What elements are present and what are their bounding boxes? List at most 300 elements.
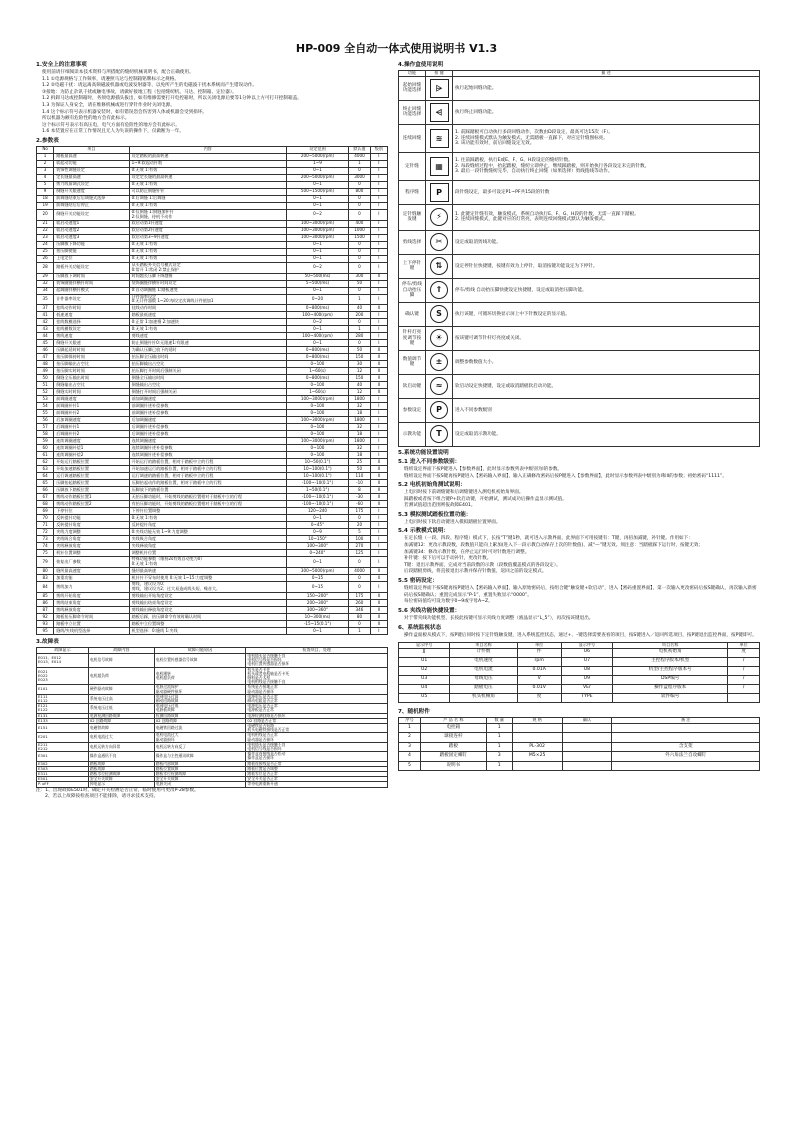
table-row bbox=[37, 568, 388, 575]
table-cell: 夹线释放角度 bbox=[54, 543, 129, 550]
table-cell: 61 bbox=[37, 452, 54, 459]
subsection-paragraph: 对于带夹线功能机型，长按此按键可显示夹线力度调整（液晶显示“L_5”），再次按该键退出。 bbox=[404, 615, 594, 621]
parameter-key-icon: P bbox=[430, 401, 448, 419]
table-cell: 电网电压过高 制动回路故障 bbox=[154, 694, 246, 703]
table-cell: 防止倒缝针针0:无限速1:有限速 bbox=[129, 340, 286, 347]
table-cell: 4000 bbox=[349, 568, 371, 575]
table-cell: 35 bbox=[37, 294, 54, 305]
start-backtack-icon: ⩥ bbox=[430, 79, 449, 98]
table-cell: 0~240° bbox=[286, 550, 348, 557]
table-cell: I bbox=[370, 582, 387, 593]
subsection-title: 5.5 密码设定： bbox=[398, 578, 438, 585]
key-cell bbox=[426, 100, 453, 124]
table-cell: 110 bbox=[349, 473, 371, 480]
table-row bbox=[37, 202, 388, 209]
table-cell: 定长缝最高速 bbox=[54, 174, 129, 181]
table-row bbox=[37, 312, 388, 319]
table-cell: 57 bbox=[37, 424, 54, 431]
table-cell: 37 bbox=[37, 305, 54, 312]
table-cell: 剪线动作踏板位置1 bbox=[54, 494, 129, 501]
table-row bbox=[37, 403, 388, 410]
table-cell: 0~2 bbox=[286, 209, 348, 220]
table-cell bbox=[612, 733, 760, 743]
table-cell: 0~1 bbox=[286, 340, 348, 347]
table-cell: 安全开关故障 bbox=[88, 777, 154, 782]
table-cell: 72 bbox=[37, 529, 54, 536]
table-cell: 51 bbox=[37, 382, 54, 389]
table-header-cell: 故障内容 bbox=[88, 648, 154, 654]
table-cell: 1 bbox=[349, 294, 371, 305]
table-cell: 41 bbox=[37, 312, 54, 319]
table-cell: 83 bbox=[37, 575, 54, 582]
table-row bbox=[399, 230, 760, 254]
table-cell: 0.01A bbox=[517, 666, 561, 675]
table-cell: U9 bbox=[561, 675, 612, 684]
table-cell: 1 bbox=[486, 761, 512, 771]
table-header-cell: 备 注 bbox=[612, 717, 760, 723]
table-cell: 0~20 bbox=[286, 294, 348, 305]
doc-title: HP-009 全自动一体式使用说明书 V1.3 bbox=[295, 42, 498, 55]
table-cell: 电机信号故障 bbox=[88, 653, 154, 667]
s1-title: 1.安全上的注意事项 bbox=[36, 62, 87, 68]
table-row bbox=[399, 100, 760, 124]
table-row bbox=[37, 752, 388, 761]
table-cell: 200~5000(rpm) bbox=[286, 153, 348, 160]
table-cell: E011、E012 E013、E014 bbox=[37, 653, 89, 667]
table-cell: 开始加速踏板位置 bbox=[54, 466, 129, 473]
table-row bbox=[37, 473, 388, 480]
table-cell: 59 bbox=[37, 438, 54, 445]
table-cell: 0 bbox=[349, 241, 371, 248]
table-cell: 0~1 bbox=[286, 255, 348, 262]
table-cell: I bbox=[370, 417, 387, 424]
table-cell: 12 bbox=[349, 368, 371, 375]
table-cell: 2 bbox=[399, 733, 421, 743]
table-cell: 02 回路是否正常 bbox=[246, 718, 388, 723]
table-cell: 剪线动作踏板位置2 bbox=[54, 501, 129, 508]
table-cell: 倒缝全压输出时间 bbox=[54, 375, 129, 382]
table-header-cell: 项目 bbox=[54, 146, 129, 153]
table-cell: II bbox=[370, 614, 387, 621]
table-cell: 电机电流过大 bbox=[88, 733, 154, 742]
table-cell: 软启动第2针速度 bbox=[129, 227, 286, 234]
table-row bbox=[399, 742, 760, 752]
table-cell: 0~1 bbox=[286, 287, 348, 294]
table-header-cell: 数 量 bbox=[486, 717, 512, 723]
table-row bbox=[37, 522, 388, 529]
table-cell: 0~800(ms) bbox=[286, 354, 348, 361]
table-cell: 抬压脚全压输出时间 bbox=[129, 354, 286, 361]
table-cell: 45 bbox=[37, 340, 54, 347]
table-cell: 剪刀线前调式设定 bbox=[54, 181, 129, 188]
table-row bbox=[399, 302, 760, 326]
table-cell: 1 bbox=[399, 723, 421, 733]
table-cell: 3000 bbox=[349, 174, 371, 181]
table-cell: 1 bbox=[349, 628, 371, 635]
table-cell: 等待电源重新开通 bbox=[246, 782, 388, 787]
table-cell: -60 bbox=[349, 501, 371, 508]
table-header-cell: 内容 bbox=[129, 146, 286, 153]
table-cell: 连续调圈针迹补偿参数 bbox=[129, 445, 286, 452]
table-row bbox=[37, 445, 388, 452]
function-description bbox=[453, 326, 760, 350]
table-cell: 0~15 bbox=[286, 582, 348, 593]
table-cell: 装饰圈链拌横针时间设定 bbox=[129, 280, 286, 287]
table-cell: 48 bbox=[37, 361, 54, 368]
table-cell: 调整机针位置 bbox=[129, 550, 286, 557]
table-cell: 剪线释放角度 bbox=[54, 607, 129, 614]
subsection-paragraph: 缝纫设定界面下按P键进入【参数界面】，此时显示参数列表中级别为I的参数。 bbox=[404, 466, 563, 472]
table-cell: 10~150° bbox=[286, 536, 348, 543]
table-row bbox=[399, 752, 760, 762]
table-cell: 34 bbox=[37, 287, 54, 294]
key-cell bbox=[426, 204, 453, 230]
function-description bbox=[453, 204, 760, 230]
table-cell: II bbox=[370, 600, 387, 607]
table-cell: I bbox=[370, 445, 387, 452]
table-cell: 0:无效 1:有效 bbox=[129, 255, 286, 262]
table-cell: 挂线模数设定 bbox=[54, 326, 129, 333]
table-row bbox=[37, 543, 388, 550]
key-cell bbox=[426, 152, 453, 180]
table-cell: II bbox=[370, 575, 387, 582]
table-cell: 时间越长压脚下降越慢 bbox=[129, 273, 286, 280]
table-cell: E301 bbox=[37, 752, 89, 761]
table-row bbox=[37, 220, 388, 227]
table-cell: 9 bbox=[37, 188, 54, 195]
s1-item: 所以机器为额有危险性的地方会有此标示。 bbox=[42, 116, 130, 122]
table-cell: 操作盒通讯不良 bbox=[88, 752, 154, 761]
table-row bbox=[37, 621, 388, 628]
table-cell: 上电定位 bbox=[54, 255, 129, 262]
table-cell: 电源电压是否正常 电源板是否正常 bbox=[246, 704, 388, 713]
table-cell bbox=[512, 733, 562, 743]
table-cell: 2 bbox=[37, 160, 54, 167]
description-line: 1. 此键定针缝有效，触发模式，系统自动执行E、F、G、H段的针数，无需一直踩下踏板。 bbox=[455, 211, 639, 217]
table-cell: 12 bbox=[349, 389, 371, 396]
table-cell: 32 bbox=[349, 403, 371, 410]
table-header-cell: 显示序号 bbox=[399, 643, 450, 649]
table-cell: I bbox=[370, 174, 387, 181]
table-row bbox=[37, 153, 388, 160]
table-cell: 踏板最高速 bbox=[54, 153, 129, 160]
table-cell: 0~1 bbox=[286, 167, 348, 174]
table-cell: 5~500(ms) bbox=[286, 280, 348, 287]
table-row bbox=[399, 278, 760, 302]
table-cell: 0 bbox=[349, 248, 371, 255]
table-cell: 300~360° bbox=[286, 607, 348, 614]
table-cell: I bbox=[370, 167, 387, 174]
table-cell: 200~300° bbox=[286, 600, 348, 607]
table-cell: -15~15(0.1°) bbox=[286, 621, 348, 628]
table-row bbox=[37, 248, 388, 255]
table-cell: 起调圈拌横针模式 bbox=[54, 287, 129, 294]
description-line: 按该键可调节针杆灯亮度或关闭。 bbox=[455, 335, 524, 341]
table-cell: 73 bbox=[37, 536, 54, 543]
description-line: 3. 该功能有效时，前后回缝设定无效。 bbox=[455, 141, 535, 147]
key-cell bbox=[426, 374, 453, 398]
table-cell: 0~45° bbox=[286, 522, 348, 529]
table-cell: I bbox=[370, 202, 387, 209]
table-cell: 19 bbox=[37, 202, 54, 209]
table-row bbox=[37, 167, 388, 174]
table-row bbox=[37, 529, 388, 536]
table-cell: 前调圈补针2 bbox=[54, 410, 129, 417]
table-cell: II bbox=[370, 368, 387, 375]
table-row bbox=[37, 195, 388, 202]
left-column bbox=[36, 60, 388, 801]
table-cell: 0 bbox=[349, 582, 371, 593]
table-cell: 0:无效 1:有效 bbox=[129, 326, 286, 333]
table-row bbox=[399, 124, 760, 152]
function-name: 停车/剪线自动抬压脚 bbox=[399, 278, 426, 302]
table-row bbox=[37, 550, 388, 557]
table-cell: 踏板外关功能设定 bbox=[54, 262, 129, 273]
table-cell: 夹线吸合角度 bbox=[129, 536, 286, 543]
table-cell: -100~-10(0.1°) bbox=[286, 501, 348, 508]
table-cell: 0~100 bbox=[286, 403, 348, 410]
table-cell: 50 bbox=[349, 347, 371, 354]
table-row bbox=[37, 209, 388, 220]
table-cell: 20 bbox=[37, 209, 54, 220]
table-row bbox=[37, 431, 388, 438]
table-cell: 掉电显示 bbox=[88, 782, 154, 787]
table-cell: 0.01V bbox=[517, 684, 561, 693]
table-cell: 踏板位置故障 bbox=[154, 766, 246, 771]
table-cell: 电机初始角 bbox=[613, 648, 728, 657]
table-row bbox=[399, 761, 760, 771]
table-cell: 70 bbox=[37, 515, 54, 522]
table-cell: I bbox=[370, 515, 387, 522]
table-cell: 10~100(0.1°) bbox=[286, 466, 348, 473]
table-header-cell: 产 品 名 称 bbox=[420, 717, 486, 723]
table-row bbox=[37, 600, 388, 607]
table-cell: 压脚放下踏板位置 bbox=[54, 487, 129, 494]
key-cell bbox=[426, 422, 453, 446]
table-cell: 计件器率设定 bbox=[54, 294, 129, 305]
table-cell: II bbox=[370, 354, 387, 361]
table-cell: 开始运行的踏板位置，相对于踏板中立的行程 bbox=[129, 459, 286, 466]
continuous-backtack-icon: ≋ bbox=[430, 129, 449, 148]
table-cell: 0~100 bbox=[286, 410, 348, 417]
table-cell: 150 bbox=[349, 354, 371, 361]
monitor-table bbox=[398, 642, 760, 703]
table-cell: 设定定长缝的最高转速 bbox=[129, 174, 286, 181]
table-row bbox=[37, 347, 388, 354]
table-cell: 抬压脚输出占空比 bbox=[54, 361, 129, 368]
table-cell: 1 bbox=[486, 733, 512, 743]
table-cell: 0:无效 1:有效 bbox=[129, 167, 286, 174]
table-cell: 夹线吸合角度 bbox=[54, 536, 129, 543]
table-cell: 剪线输出结束角度设定 bbox=[129, 600, 286, 607]
key-cell bbox=[426, 398, 453, 422]
table-cell: 倒缝开关功能设定 bbox=[54, 209, 129, 220]
table-cell: 4 bbox=[399, 752, 421, 762]
table-cell: 挂线数模选择 bbox=[54, 319, 129, 326]
table-row bbox=[37, 575, 388, 582]
table-cell: 1000 bbox=[349, 227, 371, 234]
table-cell: U3 bbox=[399, 675, 450, 684]
table-cell: 踏板最低速度 bbox=[129, 312, 286, 319]
table-row bbox=[37, 389, 388, 396]
function-description bbox=[453, 422, 760, 446]
table-row bbox=[37, 487, 388, 494]
table-cell: 80 bbox=[37, 568, 54, 575]
table-row bbox=[37, 704, 388, 713]
table-cell bbox=[562, 761, 612, 771]
table-cell: 46 bbox=[37, 347, 54, 354]
table-row bbox=[37, 614, 388, 621]
program-stitch-icon: P bbox=[430, 183, 449, 202]
table-cell: 踏板故障 bbox=[88, 766, 154, 771]
table-cell: II bbox=[370, 347, 387, 354]
table-cell: 机头是否卡住 机头或者电机轴是否卡死 缝料是否太厚 电机相线是否接触不良 bbox=[246, 667, 388, 685]
table-cell: 100~3000(rpm) bbox=[286, 438, 348, 445]
table-header-cell: 设定范围 bbox=[286, 146, 348, 153]
table-row bbox=[399, 684, 760, 693]
table-cell: 电源电压是否正常 制动电阻是否正常 bbox=[246, 694, 388, 703]
table-cell: E211 E212 bbox=[37, 742, 89, 751]
table-cell: 前调缝结束后后调缝式选择 bbox=[54, 195, 129, 202]
table-cell: I bbox=[370, 550, 387, 557]
table-cell: 有抬压脚功能时，开始剪线的踏板位置相对于踏板中立的行程 bbox=[129, 501, 286, 508]
s1-items bbox=[36, 77, 388, 136]
table-cell: 300~5000(rpm) bbox=[286, 568, 348, 575]
table-cell: 1~50(0.1°) bbox=[286, 487, 348, 494]
table-cell: 28 bbox=[37, 262, 54, 273]
table-cell: 32 bbox=[349, 445, 371, 452]
teach-key-icon: T bbox=[430, 425, 448, 443]
table-cell: 74 bbox=[37, 543, 54, 550]
table-cell: 95 bbox=[37, 628, 54, 635]
table-cell: 电磁铁是否短路 机头电磁铁接线是否正常 bbox=[246, 723, 388, 732]
table-cell: 0~2 bbox=[286, 262, 348, 273]
table-cell: E021 E022 E023 bbox=[37, 667, 89, 685]
end-backtack-icon: ⩤ bbox=[430, 103, 449, 122]
table-cell: 踏板零位是否正常 bbox=[246, 771, 388, 776]
table-cell: 装饰性调链设定 bbox=[54, 167, 129, 174]
table-cell: 前调圈补针1 bbox=[54, 403, 129, 410]
function-name: 上下停针键 bbox=[399, 254, 426, 278]
table-cell: 连续调圈补偿2 bbox=[54, 452, 129, 459]
key-cell bbox=[426, 278, 453, 302]
table-cell: 软启动速度2 bbox=[54, 227, 129, 234]
table-header-cell: 描 述 bbox=[453, 71, 760, 77]
table-cell: I bbox=[370, 438, 387, 445]
table-row bbox=[399, 180, 760, 204]
table-cell: 1 bbox=[349, 326, 371, 333]
table-cell: I bbox=[370, 294, 387, 305]
s1-item: 1.4 这个标示符号表示机器安装时，如有错误恐会伤害到人体或机器会受到损坏。 bbox=[42, 109, 207, 115]
accessory-table bbox=[398, 717, 760, 771]
table-cell: 0~800(ms) bbox=[286, 305, 348, 312]
table-row bbox=[399, 666, 760, 675]
thread-trim-icon: ✂ bbox=[430, 233, 448, 251]
table-cell: 挂线动作时间 bbox=[129, 305, 286, 312]
table-cell: 69 bbox=[37, 508, 54, 515]
table-cell: 踏板位置是否调整 bbox=[246, 766, 388, 771]
subsection-paragraph: 在定长缝（一段、四段、程序缝）模式下，长按“T”键1秒，就可进入示教界面，此界面下可用按键有：T键，再扭加减键，补针键。作用如下： bbox=[404, 536, 693, 542]
table-cell: I bbox=[370, 557, 387, 568]
table-cell: 电网电压过低 电源板故障 bbox=[154, 704, 246, 713]
description-line: 设定或取消剪线功能。 bbox=[455, 239, 501, 245]
table-cell: 200~5000(rpm) bbox=[286, 174, 348, 181]
table-row bbox=[37, 319, 388, 326]
fault-note-1: 注：1、出现故障E501时，确定开关检测是否正常，临时使用可更改P-28参数。 bbox=[36, 787, 199, 793]
table-cell: II bbox=[370, 466, 387, 473]
table-cell: 电机插头是否接触不良 电机信号线是否损坏 电机位置传感器是否损坏 bbox=[246, 653, 388, 667]
table-cell: 母线电压 bbox=[450, 675, 517, 684]
table-header-cell: 检查项目，处理 bbox=[246, 648, 388, 654]
table-cell: E201 bbox=[37, 733, 89, 742]
table-cell: 02 回路故障 bbox=[88, 718, 154, 723]
table-row bbox=[37, 628, 388, 635]
table-cell: 反转提针角度 bbox=[54, 522, 129, 529]
table-cell: 175 bbox=[349, 508, 371, 515]
table-cell: E131 bbox=[37, 713, 89, 718]
table-cell: 0 bbox=[349, 262, 371, 273]
table-cell: U8 bbox=[561, 666, 612, 675]
table-header-cell: 功能 bbox=[399, 71, 426, 77]
table-cell: 软启动速度1 bbox=[54, 220, 129, 227]
table-cell: 装饰圈链拌横针时间 bbox=[54, 280, 129, 287]
table-cell: 剪线输出开始角度设定 bbox=[129, 593, 286, 600]
subsection-paragraph: 后段踏板剪线，将直接退出示教并保存针数值，返回之前的设定模式。 bbox=[404, 569, 547, 575]
table-row bbox=[37, 160, 388, 167]
table-cell: 1800 bbox=[349, 396, 371, 403]
table-cell: 10~300(ms) bbox=[286, 614, 348, 621]
table-cell: 64 bbox=[37, 473, 54, 480]
subsection-paragraph: 加减键12：更改示教段数，段数值只能向上累加(进入下一段示教自动保存上次的针数值)，减“—”键无效。须注意：当踏板踩下运行时，按键无效； bbox=[404, 543, 704, 549]
table-cell: E311 bbox=[37, 771, 89, 776]
table-row bbox=[399, 326, 760, 350]
table-cell: 踏板中立位置调整 bbox=[129, 621, 286, 628]
table-cell: 0~15 bbox=[286, 575, 348, 582]
description-line: 进入不同参数级别 bbox=[455, 407, 492, 413]
table-cell: 机针位置调整 bbox=[54, 550, 129, 557]
table-row bbox=[37, 273, 388, 280]
table-cell: 18 bbox=[37, 195, 54, 202]
table-cell: 缝纫最高转速 bbox=[129, 568, 286, 575]
table-header-cell: 序号 bbox=[399, 717, 421, 723]
table-cell: I bbox=[370, 403, 387, 410]
table-cell: U5 bbox=[399, 693, 450, 702]
table-cell: 电机电流过大 驱动器损坏 bbox=[154, 733, 246, 742]
table-cell: 计件数 bbox=[450, 648, 517, 657]
table-cell: 电控箱 bbox=[420, 723, 486, 733]
table-cell: 92 bbox=[37, 614, 54, 621]
table-row bbox=[399, 152, 760, 180]
table-cell: 电机堵转 电机超负荷 bbox=[154, 667, 246, 685]
table-cell: I bbox=[370, 312, 387, 319]
table-cell: U6 bbox=[561, 648, 612, 657]
table-cell: 1~60(s) bbox=[286, 368, 348, 375]
s1-item: ③接地：为防止杂讯干扰或触电事故，请做好接地工程（包括缝纫机、马达、控制箱、定位器）。 bbox=[42, 89, 237, 95]
table-cell: 0:正常 1:加速慢 2:加速快 bbox=[129, 319, 286, 326]
table-cell: 检测回路故障 bbox=[154, 713, 246, 718]
table-cell: 0~1 bbox=[286, 241, 348, 248]
table-cell: 电机运转方向异常 bbox=[88, 742, 154, 751]
table-cell: 0 bbox=[349, 167, 371, 174]
table-cell: I bbox=[370, 280, 387, 287]
table-cell: I bbox=[370, 396, 387, 403]
table-row bbox=[37, 326, 388, 333]
table-cell: I bbox=[370, 628, 387, 635]
description-line: 1. 往前踩踏板，执行E或E、F、G、H段设定的缝纫针数。 bbox=[455, 158, 573, 164]
table-cell: 剪线速度 bbox=[54, 333, 129, 340]
table-row bbox=[399, 723, 760, 733]
table-cell: 260 bbox=[349, 600, 371, 607]
